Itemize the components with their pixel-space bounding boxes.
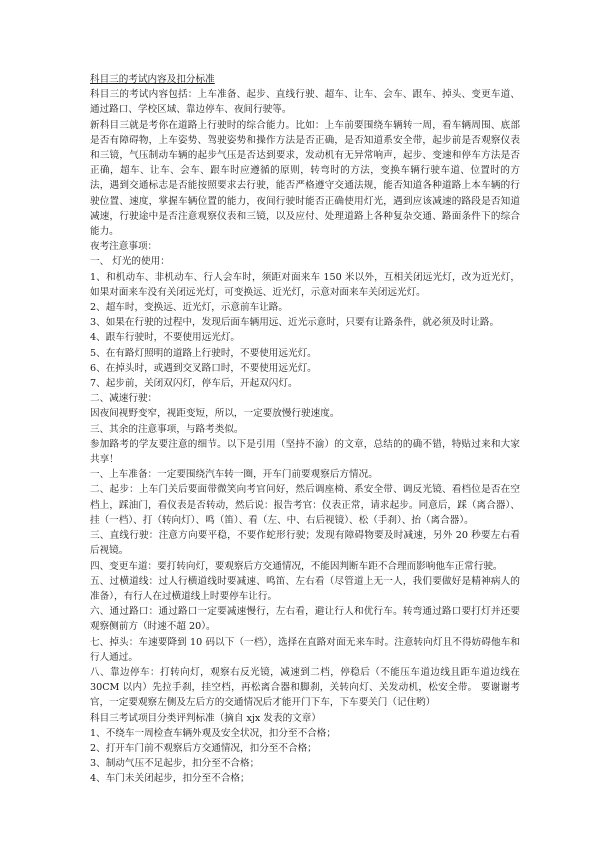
document-title: 科目三的考试内容及扣分标准 xyxy=(90,74,215,85)
light-heading: 一、 灯光的使用： xyxy=(90,256,170,268)
rating-heading: 科目三考试项目分类评判标准（摘自 xjx 发表的文章） xyxy=(90,712,321,724)
other-heading: 三、其余的注意事项，与路考类似。 xyxy=(90,423,244,435)
rating-item: 2、打开车门前不观察后方交通情况，扣分至不合格； xyxy=(90,742,317,754)
slow-text: 因夜间视野变窄，视距变短，所以，一定要放慢行驶速度。 xyxy=(90,408,340,420)
light-item: 5、在有路灯照明的道路上行驶时，不要使用远光灯。 xyxy=(90,347,317,359)
rating-item: 4、车门未关闭起步，扣分至不合格； xyxy=(90,773,250,785)
step-item: 五、过横道线：过人行横道线时要减速、鸣笛、左右看（尽管道上无一人，我们要做好是精神病人的准备），有行人在过横道线上时要停车让行。 xyxy=(90,575,520,602)
slow-heading: 二、减速行驶： xyxy=(90,393,158,405)
step-item: 六、通过路口：通过路口一定要减速慢行，左右看，避让行人和优行车。转弯通过路口要打灯并还要观察侧前方（时速不超 20）。 xyxy=(90,606,520,633)
rating-item: 3、制动气压不足起步，扣分至不合格； xyxy=(90,758,260,770)
intro-paragraph-1: 科目三的考试内容包括：上车准备、起步、直线行驶、超车、让车、会车、跟车、掉头、变更车道、通过路口、学校区域、靠边停车、夜间行驶等。 xyxy=(90,89,520,116)
step-item: 二、起步：上车门关后要面带微笑向考官问好，然后调座椅、系安全带、调反光镜、看档位是否在空档上，踩油门，看仪表是否转动，然后说：报告考官：仪表正常，请求起步。同意后，踩（离合器）、挂（一档）、打（转向灯）、鸣（笛）、看（左、中、右后视镜）、松（手刹）、抬（离合器）。 xyxy=(90,484,520,526)
document-page xyxy=(90,72,520,787)
light-item: 6、在掉头时，或遇到交叉路口时，不要使用远光灯。 xyxy=(90,362,317,374)
step-item: 八、靠边停车：打转向灯，观察右反光镜，减速到二档，停稳后（不能压车道边线且距车道边线在 30CM 以内）先拉手刹，挂空档，再松离合器和脚刹，关转向灯、关发动机，松安全带。 要谢谢考官，一定要观察左侧及左后方的交通情况后才能开门下车，下车要关门（记住哟） xyxy=(90,666,520,709)
light-item: 7、起步前，关闭双闪灯，停车后，开起双闪灯。 xyxy=(90,378,298,390)
light-item: 4、跟车行驶时，不要使用远光灯。 xyxy=(90,332,241,344)
rating-item: 1、不绕车一周检查车辆外观及安全状况，扣分至不合格； xyxy=(90,727,336,739)
step-item: 四、变更车道：要打转向灯，要观察后方交通情况，不能因判断车距不合理而影响他车正常行驶。 xyxy=(90,560,503,572)
night-heading: 夜考注意事项： xyxy=(90,241,158,253)
step-item: 七、掉头：车速要降到 10 码以下（一档），选择在直路对面无来车时。注意转向灯且不得妨碍他车和行人通过。 xyxy=(90,636,520,663)
light-item: 1、和机动车、非机动车、行人会车时，须距对面来车 150 米以外，互相关闭远光灯，改为近光灯，如果对面来车没有关闭远光灯，可变换远、近光灯，示意对面来车关闭远光灯。 xyxy=(90,271,520,298)
light-item: 3、如果在行驶的过程中，发现后面车辆用远、近光示意时，只要有让路条件，就必须及时让路。 xyxy=(90,317,500,329)
share-text: 参加路考的学友要注意的细节。以下是引用（坚持不渝）的文章，总结的的确不错，特贴过来和大家共享！ xyxy=(90,438,520,466)
step-item: 一、上车准备：一定要围绕汽车转一圈，开车门前要观察后方情况。 xyxy=(90,469,378,481)
light-item: 2、超车时，变换远、近光灯，示意前车让路。 xyxy=(90,302,288,314)
intro-paragraph-2: 新科目三就是考你在道路上行驶时的综合能力。比如：上车前要围绕车辆转一周，看车辆周围、底部是否有障碍物，上车姿势、驾驶姿势和操作方法是否正确，是否知道系安全带，起步前是否观察仪表和三镜，气压制动车辆的起步气压是否达到要求，发动机有无异常响声，起步、变速和停车方法是否正确，超车、让车、会车、跟车时应遵循的原则，转弯时的方法，变换车辆行驶车道、位置时的方法，遇到交通标志是否能按照要求去行驶，能否严格遵守交通法规，能否知道各种道路上本车辆的行驶位置、速度，掌握车辆位置的能力，夜间行驶时能否正确使用灯光，遇到应该减速的路段是否知道减速，行驶途中是否注意观察仪表和三镜，以及应付、处理道路上各种复杂交通、路面条件下的综合能力。 xyxy=(90,119,520,238)
step-item: 三、直线行驶：注意方向要平稳，不要作蛇形行驶；发现有障碍物要及时减速，另外 20 秒要左右看后视镜。 xyxy=(90,530,520,557)
